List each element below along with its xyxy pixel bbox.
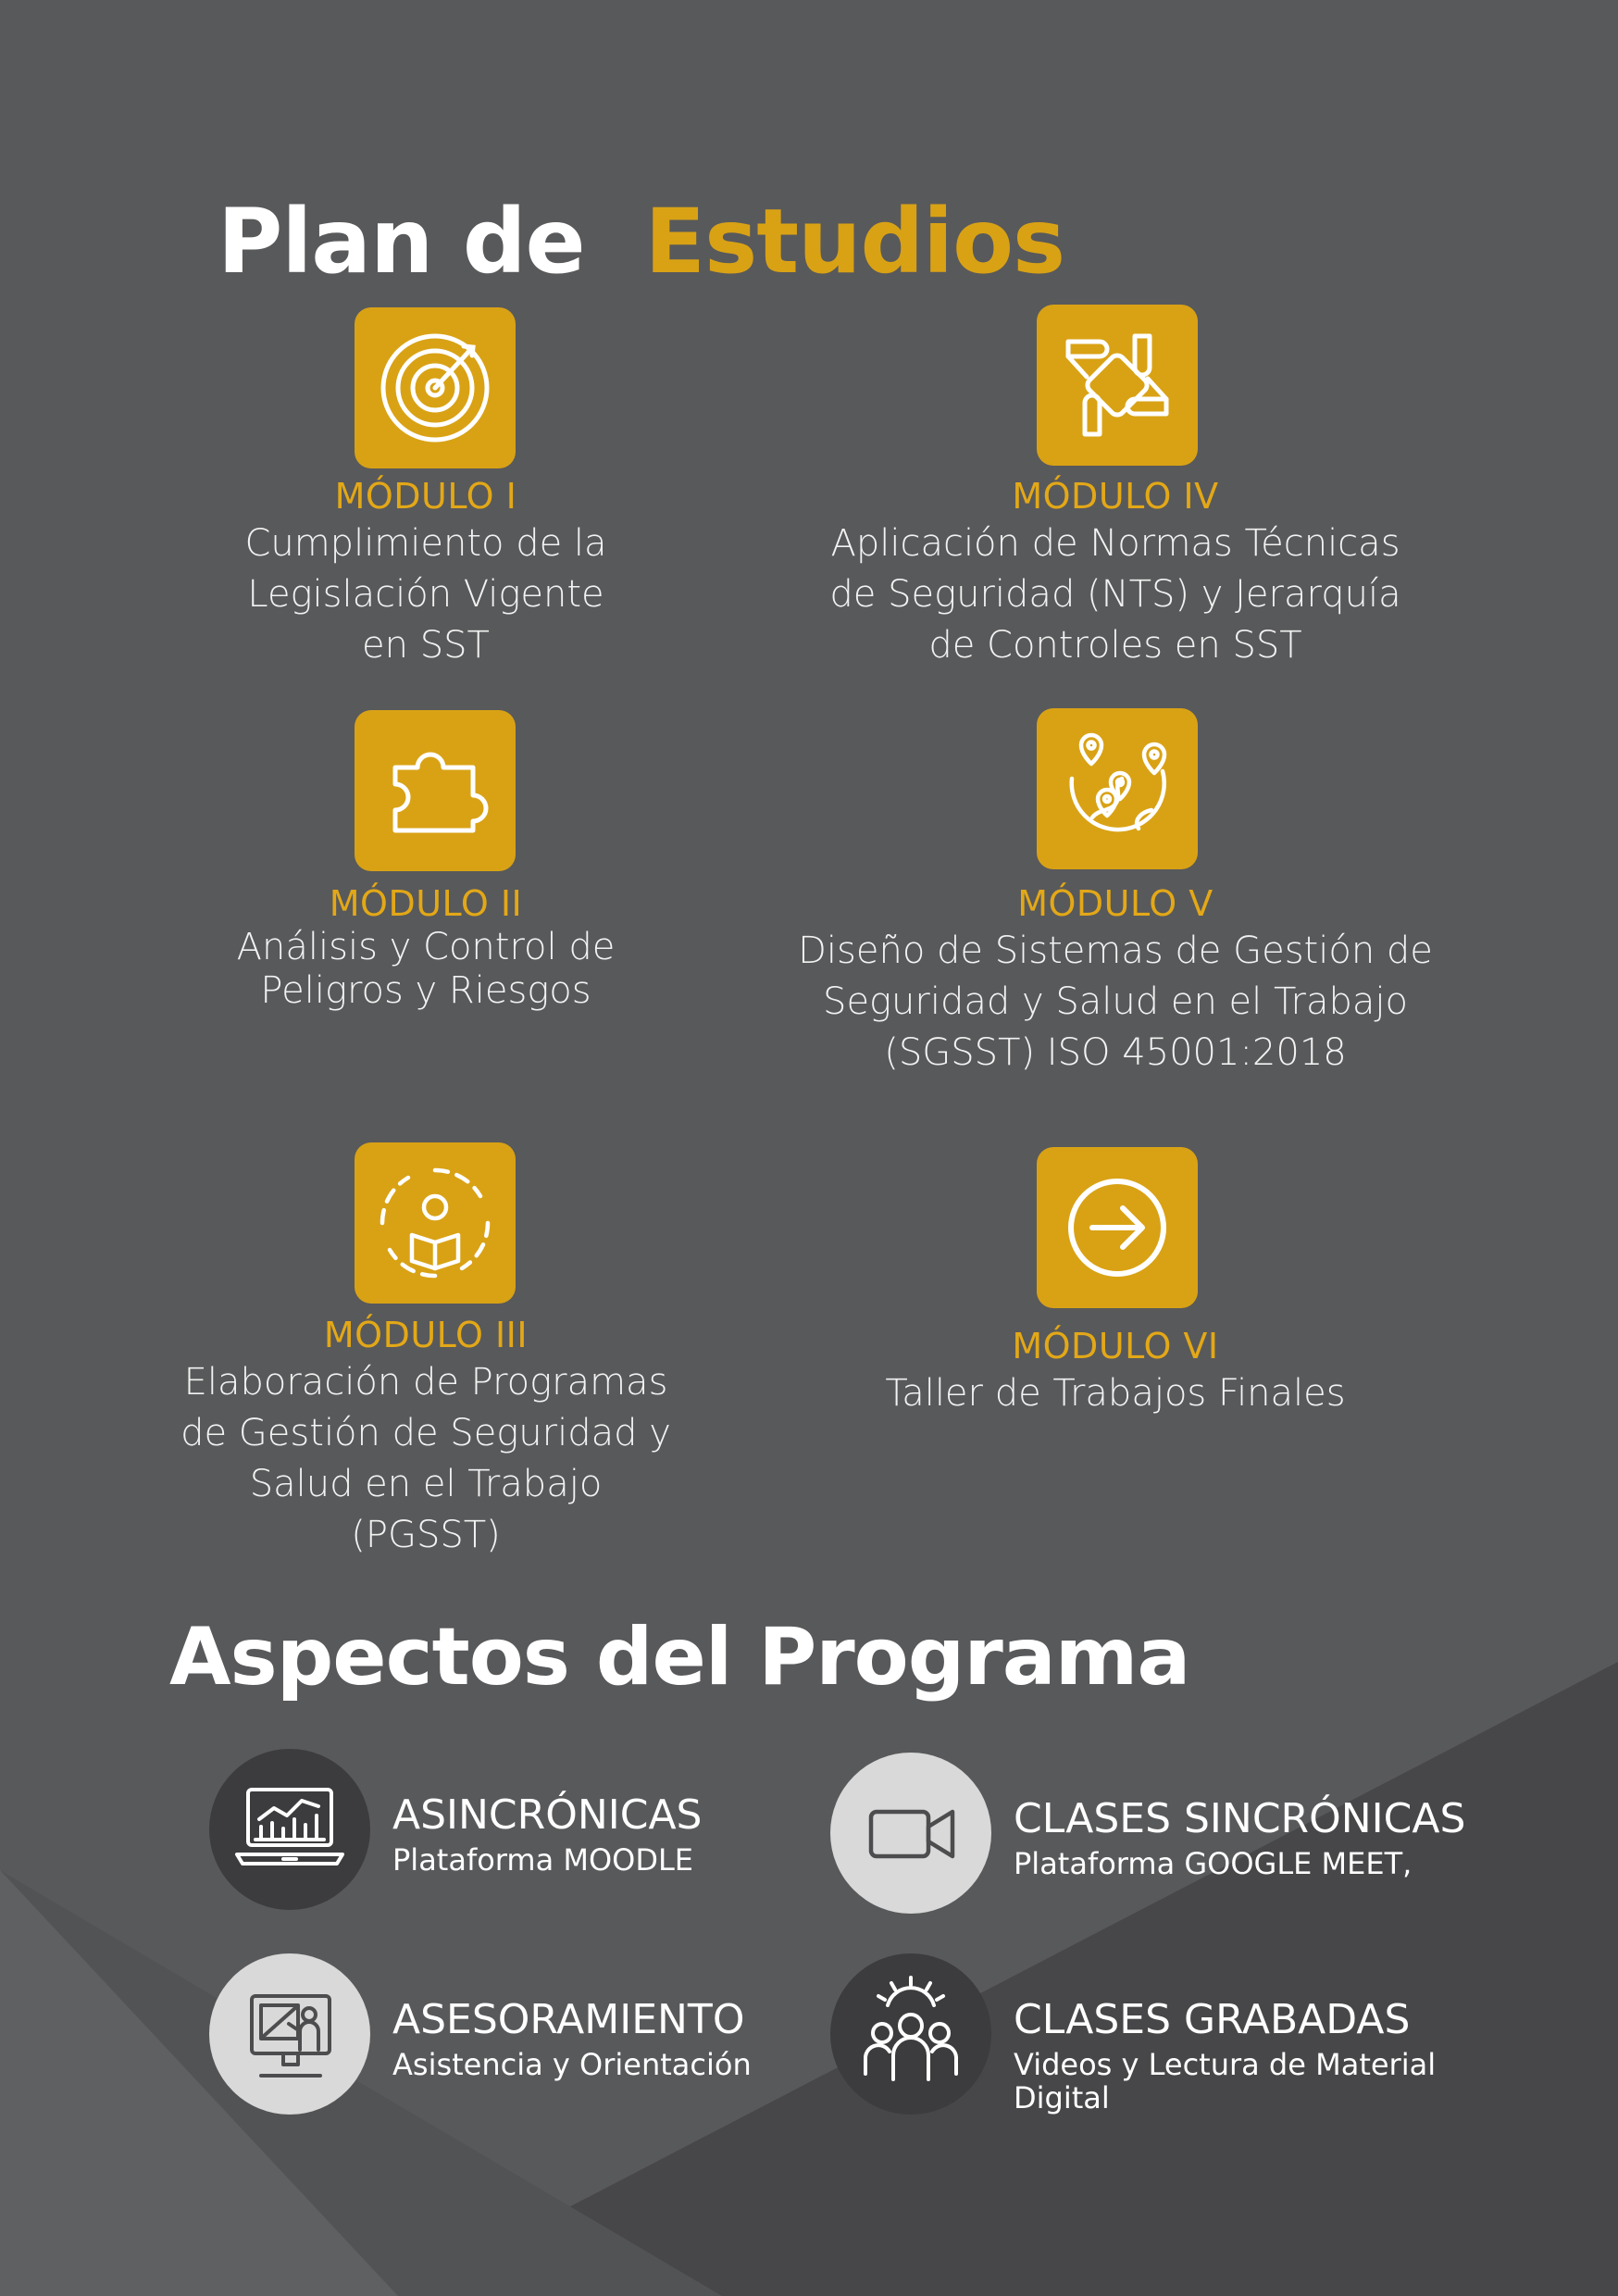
plan-title — [218, 190, 1064, 293]
module-3-description — [130, 1357, 722, 1561]
module-3-tile — [355, 1142, 516, 1304]
module-6-label: MÓDULO VI — [1012, 1326, 1219, 1366]
module-3 — [130, 1142, 722, 1568]
plan-title-white: Plan de — [218, 190, 585, 293]
module-5-desc-line: Seguridad y Salud en el Trabajo — [823, 980, 1408, 1023]
aspect-clases-sincronicas — [830, 1753, 1497, 1919]
module-1-label: MÓDULO I — [334, 476, 517, 517]
aspect-asesoramiento-subtitle: Asistencia y Orientación — [392, 2047, 752, 2082]
aspect-clases-grabadas — [830, 1953, 1497, 2139]
puzzle-piece-icon — [355, 710, 516, 871]
module-5-tile — [1037, 708, 1198, 869]
aspect-asesoramiento-circle — [209, 1953, 370, 2115]
module-1 — [130, 307, 722, 678]
target-icon — [355, 307, 516, 468]
module-1-desc-line: en SST — [362, 624, 490, 667]
module-4-description — [768, 518, 1462, 671]
module-3-desc-line: (PGSST) — [351, 1514, 501, 1556]
aspect-asesoramiento-title: ASESORAMIENTO — [392, 1996, 745, 2043]
aspect-clases-sincronicas-subtitle: Plataforma GOOGLE MEET, — [1014, 1846, 1413, 1881]
globe-pins-icon — [1037, 708, 1198, 869]
module-2-description — [130, 926, 722, 1013]
module-4-tile — [1037, 305, 1198, 466]
module-1-desc-line: Legislación Vigente — [247, 573, 604, 616]
reader-cycle-icon — [355, 1142, 516, 1304]
aspect-asincronicas-title: ASINCRÓNICAS — [392, 1791, 703, 1839]
aspect-clases-grabadas-subtitle: Videos y Lectura de Material Digital — [1014, 2047, 1437, 2115]
aspect-clases-grabadas-title: CLASES GRABADAS — [1014, 1996, 1411, 2043]
module-6-tile — [1037, 1147, 1198, 1308]
aspect-asesoramiento — [209, 1953, 765, 2120]
aspect-asincronicas-subtitle: Plataforma MOODLE — [392, 1842, 694, 1878]
module-5-desc-line: Diseño de Sistemas de Gestión de — [798, 930, 1433, 972]
aspect-clases-grabadas-circle — [830, 1953, 991, 2115]
module-6-desc-line: Taller de Trabajos Finales — [885, 1372, 1346, 1415]
module-3-desc-line: Elaboración de Programas — [183, 1361, 668, 1404]
aspect-asincronicas — [209, 1749, 728, 1915]
module-2-label: MÓDULO II — [329, 883, 523, 924]
module-2 — [130, 710, 722, 1043]
aspectos-title: Aspectos del Programa — [169, 1611, 1190, 1703]
module-5 — [768, 708, 1462, 1079]
aspect-asincronicas-circle — [209, 1749, 370, 1910]
plan-title-accent: Estudios — [644, 190, 1065, 293]
module-5-label: MÓDULO V — [1017, 883, 1214, 924]
video-camera-icon — [830, 1753, 991, 1914]
monitor-presenter-icon — [209, 1953, 370, 2115]
module-2-tile — [355, 710, 516, 871]
module-6 — [768, 1147, 1462, 1462]
module-3-desc-line: Salud en el Trabajo — [249, 1463, 603, 1505]
joined-hands-icon — [1037, 305, 1198, 466]
module-4-desc-line: de Seguridad (NTS) y Jerarquía — [829, 573, 1401, 616]
aspect-clases-sincronicas-title: CLASES SINCRÓNICAS — [1014, 1795, 1466, 1842]
module-1-tile — [355, 307, 516, 468]
laptop-chart-icon — [209, 1749, 370, 1910]
module-5-description — [768, 926, 1462, 1079]
module-4-label: MÓDULO IV — [1012, 476, 1219, 517]
module-2-desc-line: Peligros y Riesgos — [260, 969, 591, 1012]
module-1-description — [130, 518, 722, 671]
module-6-description — [768, 1368, 1462, 1419]
module-2-desc-line: Análisis y Control de — [236, 926, 616, 968]
module-5-desc-line: (SGSST) ISO 45001:2018 — [884, 1031, 1347, 1074]
aspect-clases-sincronicas-circle — [830, 1753, 991, 1914]
module-1-desc-line: Cumplimiento de la — [244, 522, 607, 565]
module-4 — [768, 305, 1462, 675]
audience-icon — [830, 1953, 991, 2115]
module-4-desc-line: Aplicación de Normas Técnicas — [830, 522, 1400, 565]
module-3-label: MÓDULO III — [323, 1315, 529, 1355]
arrow-right-circle-icon — [1037, 1147, 1198, 1308]
module-4-desc-line: de Controles en SST — [928, 624, 1302, 667]
module-3-desc-line: de Gestión de Seguridad y — [180, 1412, 671, 1454]
